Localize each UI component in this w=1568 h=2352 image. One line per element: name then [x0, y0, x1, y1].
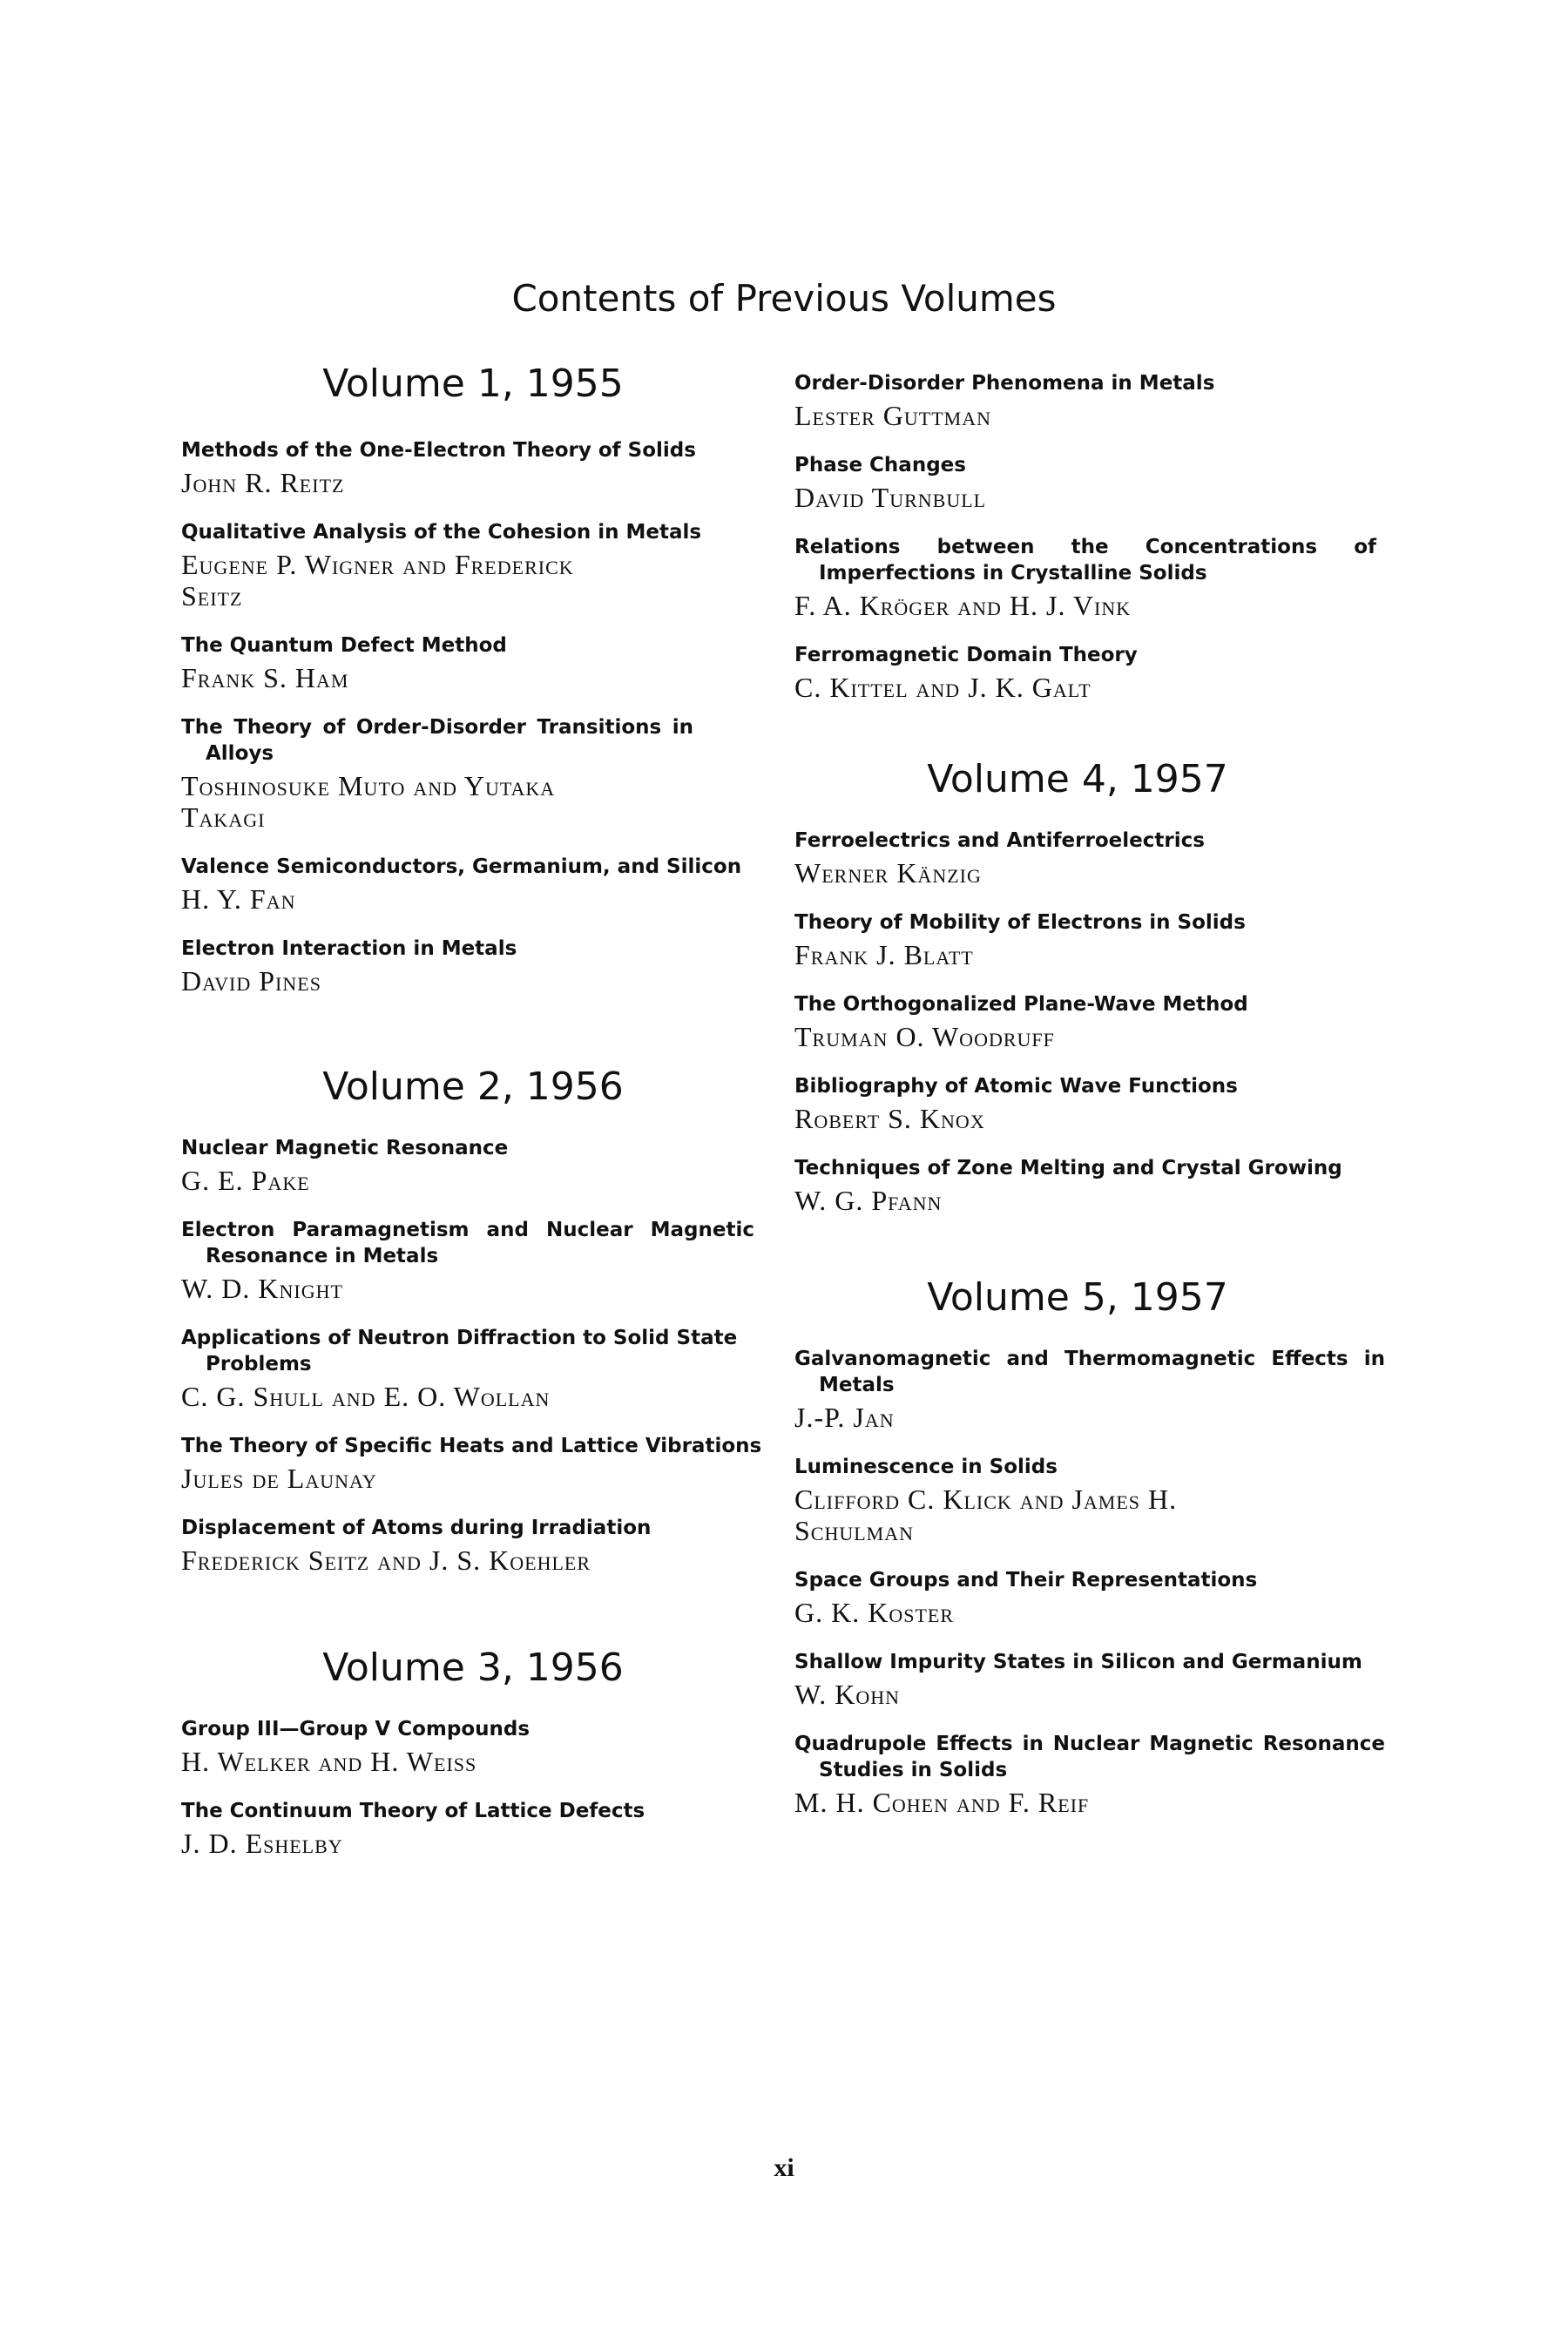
toc-entry [181, 1716, 782, 1777]
entry-author: Clifford C. Klick and James H. Schulman [794, 1484, 1178, 1546]
entry-author: W. Kohn [794, 1679, 901, 1710]
toc-entry [794, 909, 1396, 970]
entry-author: David Pines [181, 965, 321, 997]
volume-section [181, 1646, 782, 1859]
entry-author: Frank J. Blatt [794, 939, 974, 970]
toc-entry [181, 936, 782, 997]
entry-title: Qualitative Analysis of the Cohesion in Metals [181, 521, 702, 544]
entry-author: Lester Guttman [794, 400, 991, 431]
entry-author: J.-P. Jan [794, 1402, 895, 1433]
toc-entry [794, 1454, 1396, 1546]
entry-author: Truman O. Woodruff [794, 1021, 1055, 1052]
entry-title: Ferroelectrics and Antiferroelectrics [794, 829, 1205, 852]
toc-entry [181, 1217, 782, 1304]
entry-author: Robert S. Knox [794, 1103, 985, 1134]
entry-title: The Continuum Theory of Lattice Defects [181, 1800, 645, 1822]
entry-author: David Turnbull [794, 482, 987, 513]
entry-title: The Quantum Defect Method [181, 634, 507, 657]
entry-author: W. D. Knight [181, 1273, 343, 1304]
page-number: xi [774, 2153, 794, 2182]
toc-entry [181, 519, 782, 612]
entry-author: H. Y. Fan [181, 883, 296, 915]
left-column [181, 362, 782, 1859]
toc-entry [794, 1649, 1396, 1710]
toc-entry [181, 1798, 782, 1859]
volume-section [794, 757, 1396, 1216]
toc-entry [181, 1433, 782, 1494]
volume-heading: Volume 4, 1957 [927, 757, 1228, 801]
entry-title: The Orthogonalized Plane-Wave Method [794, 993, 1248, 1016]
entry-author: Werner Känzig [794, 857, 982, 889]
right-column [794, 370, 1396, 1818]
entry-author: J. D. Eshelby [181, 1828, 343, 1859]
entry-title: Valence Semiconductors, Germanium, and Silicon [181, 855, 742, 878]
volume-section [181, 1064, 782, 1576]
toc-entry [794, 1731, 1396, 1818]
entry-title: Galvanomagnetic and Thermomagnetic Effects in Metals [794, 1348, 1385, 1396]
toc-entry [181, 1325, 782, 1412]
volume-section [794, 370, 1396, 703]
toc-entry [181, 632, 782, 693]
entry-title: Bibliography of Atomic Wave Functions [794, 1075, 1238, 1098]
entry-author: C. G. Shull and E. O. Wollan [181, 1381, 551, 1412]
entry-title: Electron Paramagnetism and Nuclear Magnetic Resonance in Metals [181, 1219, 754, 1267]
entry-author: Eugene P. Wigner and Frederick Seitz [181, 549, 574, 612]
toc-entry [181, 854, 782, 915]
entry-title: Group III—Group V Compounds [181, 1718, 531, 1740]
toc-entry [794, 1155, 1396, 1216]
entry-author: John R. Reitz [181, 467, 345, 498]
entry-title: Electron Interaction in Metals [181, 937, 517, 960]
entry-author: C. Kittel and J. K. Galt [794, 672, 1092, 703]
page-title: Contents of Previous Volumes [511, 277, 1057, 320]
toc-entry [794, 1073, 1396, 1134]
entry-author: W. G. Pfann [794, 1185, 943, 1216]
entry-title: Theory of Mobility of Electrons in Solids [794, 911, 1246, 934]
entry-title: Quadrupole Effects in Nuclear Magnetic Resonance Studies in Solids [794, 1733, 1385, 1781]
entry-author: G. E. Pake [181, 1165, 310, 1196]
volume-section [181, 362, 782, 997]
toc-entry [794, 370, 1396, 431]
toc-entry [181, 714, 782, 833]
volume-heading: Volume 2, 1956 [322, 1064, 624, 1109]
volume-heading: Volume 3, 1956 [322, 1646, 624, 1690]
entry-title: Displacement of Atoms during Irradiation [181, 1517, 652, 1539]
toc-entry [794, 1346, 1396, 1433]
entry-title: Techniques of Zone Melting and Crystal Growing [794, 1157, 1342, 1179]
toc-entry [794, 534, 1396, 621]
entry-author: Toshinosuke Muto and Yutaka Takagi [181, 770, 556, 833]
entry-title: The Theory of Order-Disorder Transitions in Alloys [181, 716, 693, 765]
toc-entry [181, 437, 782, 498]
entry-title: Ferromagnetic Domain Theory [794, 644, 1138, 666]
volume-section [794, 1275, 1396, 1818]
volume-heading: Volume 5, 1957 [927, 1275, 1228, 1320]
toc-entry [794, 991, 1396, 1052]
entry-author: Jules de Launay [181, 1463, 377, 1494]
entry-author: Frank S. Ham [181, 662, 349, 693]
entry-title: The Theory of Specific Heats and Lattice Vibrations [181, 1435, 762, 1457]
volume-heading: Volume 1, 1955 [322, 362, 624, 406]
toc-entry [794, 642, 1396, 703]
toc-entry [794, 828, 1396, 889]
toc-entry [181, 1135, 782, 1196]
entry-title: Shallow Impurity States in Silicon and Germanium [794, 1651, 1362, 1673]
entry-author: M. H. Cohen and F. Reif [794, 1787, 1090, 1818]
entry-title: Methods of the One-Electron Theory of Solids [181, 439, 696, 462]
entry-author: F. A. Kröger and H. J. Vink [794, 590, 1132, 621]
entry-author: H. Welker and H. Weiss [181, 1746, 477, 1777]
entry-title: Applications of Neutron Diffraction to Solid State Problems [181, 1327, 738, 1375]
entry-title: Relations between the Concentrations of Imperfections in Crystalline Solids [794, 536, 1376, 585]
toc-entry [794, 452, 1396, 513]
entry-title: Nuclear Magnetic Resonance [181, 1137, 509, 1159]
toc-entry [181, 1515, 782, 1576]
entry-title: Order-Disorder Phenomena in Metals [794, 372, 1215, 395]
entry-title: Space Groups and Their Representations [794, 1569, 1258, 1592]
entry-author: G. K. Koster [794, 1597, 955, 1628]
entry-title: Phase Changes [794, 454, 966, 476]
toc-entry [794, 1567, 1396, 1628]
entry-title: Luminescence in Solids [794, 1456, 1058, 1478]
entry-author: Frederick Seitz and J. S. Koehler [181, 1544, 591, 1576]
